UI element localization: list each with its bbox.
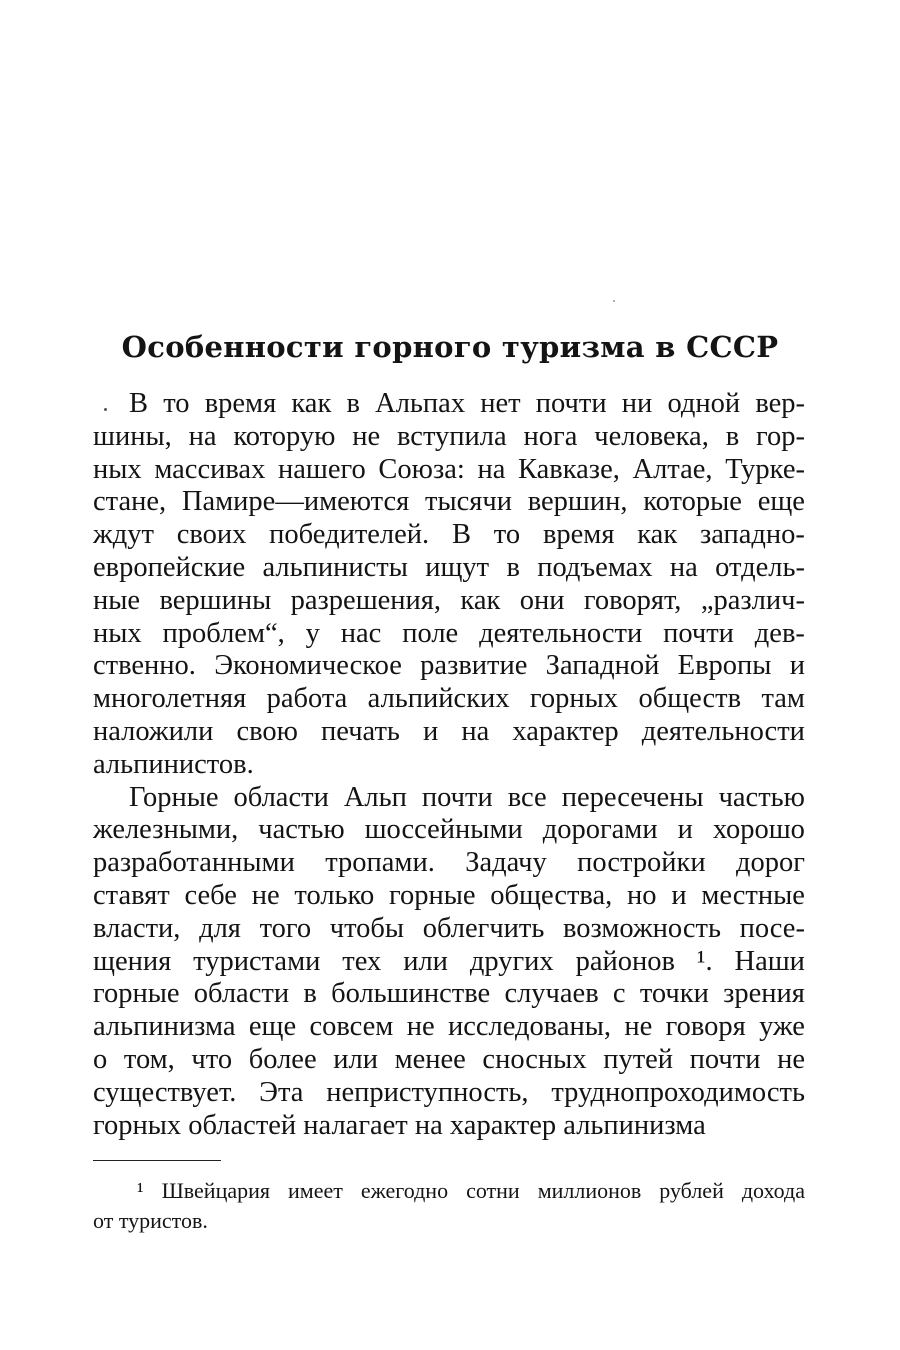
paragraph-2-line: щения туристами тех или других районов ¹. Наши xyxy=(93,945,805,977)
footnote-separator xyxy=(93,1160,221,1161)
paragraph-2-line: о том, что более или менее сносных путей почти не xyxy=(93,1043,805,1075)
paragraph-1-line: наложили свою печать и на характер деятельности xyxy=(93,715,805,747)
footnote xyxy=(93,1176,805,1236)
paragraph-1-line: ных массивах нашего Союза: на Кавказе, Алтае, Турке- xyxy=(93,453,805,485)
page-title: Особенности горного туризма в СССР xyxy=(121,330,779,364)
paragraph-2-line: горные области в большинстве случаев с точки зрения xyxy=(93,978,805,1010)
paragraph-1-line: ные вершины разрешения, как они говорят, „различ- xyxy=(93,584,805,616)
paragraph-1-line: многолетняя работа альпийских горных обществ там xyxy=(93,683,805,715)
paragraph-2-line: разработанными тропами. Задачу постройки дорог xyxy=(93,847,805,879)
paragraph-1-line: ждут своих победителей. В то время как западно- xyxy=(93,519,805,551)
paragraph-1-line: европейские альпинисты ищут в подъемах на отдель- xyxy=(93,551,805,583)
paper-speck xyxy=(613,300,615,302)
paragraph-2-line: горных областей налагает на характер альпинизма xyxy=(93,1109,706,1141)
paragraph-1-line: шины, на которую не вступила нога человека, в гор- xyxy=(93,420,805,452)
paragraph-2-line: существует. Эта неприступность, труднопроходимость xyxy=(93,1076,805,1108)
paragraph-1-line: В то время как в Альпах нет почти ни одной вер- xyxy=(129,388,805,419)
paragraph-1-line: ственно. Экономическое развитие Западной Европы и xyxy=(93,650,805,682)
footnote-line: ¹ Швейцария имеет ежегодно сотни миллионов рублей дохода xyxy=(137,1178,805,1203)
paragraph-1-line: стане, Памире—имеются тысячи вершин, которые еще xyxy=(93,486,805,518)
paragraph-2-line: альпинизма еще совсем не исследованы, не говоря уже xyxy=(93,1011,805,1043)
paragraph-1-line: ных проблем“, у нас поле деятельности почти дев- xyxy=(93,617,805,649)
paragraph-2-line: ставят себе не только горные общества, но и местные xyxy=(93,879,805,911)
paragraph-2-line: Горные области Альп почти все пересечены частью xyxy=(129,781,805,813)
paragraph-2-line: власти, для того чтобы облегчить возможность посе- xyxy=(93,912,805,944)
body-text xyxy=(93,388,805,1142)
footnote-line: от туристов. xyxy=(93,1208,208,1233)
paragraph-1-line: альпинистов. xyxy=(93,748,254,780)
paragraph-2-line: железными, частью шоссейными дорогами и хорошо xyxy=(93,814,805,846)
